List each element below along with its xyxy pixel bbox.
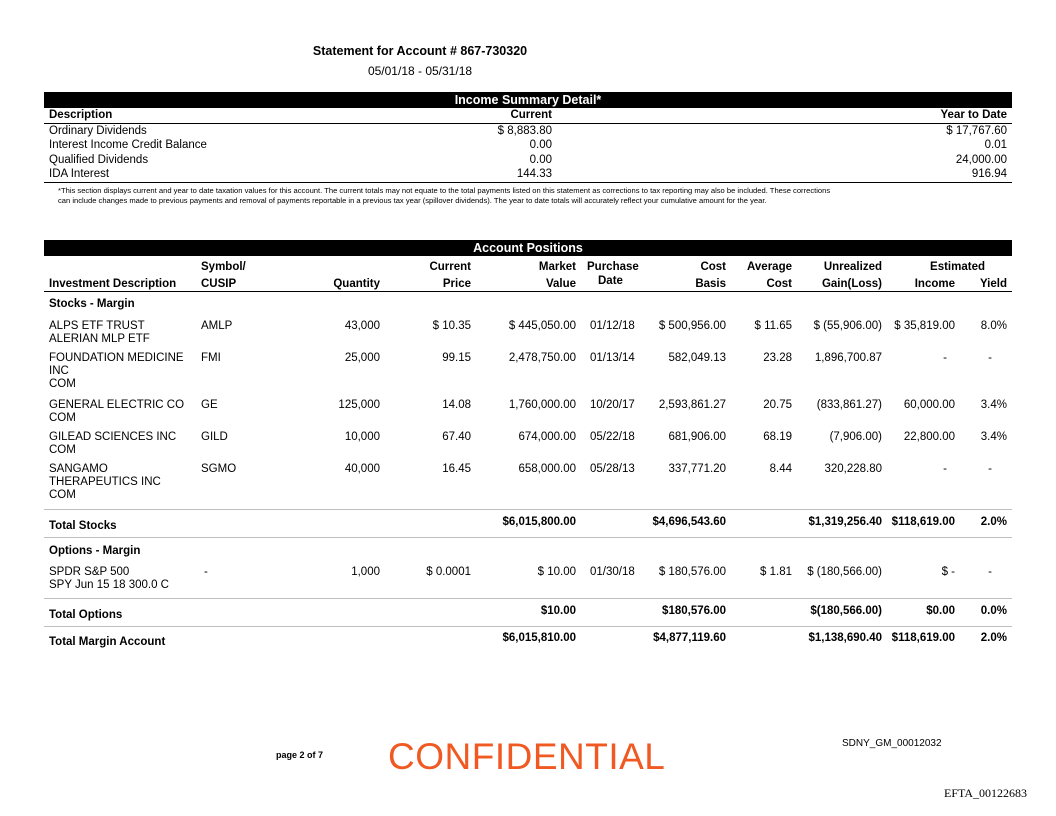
position-value: $ 445,050.00: [508, 320, 576, 332]
position-description: COM: [49, 489, 76, 501]
position-description: COM: [49, 412, 76, 424]
section-label: Options - Margin: [49, 545, 141, 557]
table-row: [44, 320, 1012, 350]
total-yield: 0.0%: [980, 605, 1007, 617]
income-ytd: 24,000.00: [955, 153, 1007, 166]
total-value: $6,015,810.00: [502, 632, 576, 644]
position-yield: -: [988, 566, 992, 578]
total-value: $6,015,800.00: [502, 516, 576, 528]
position-basis: $ 180,576.00: [658, 566, 726, 578]
col-gain: Gain(Loss): [821, 278, 882, 290]
income-ytd: 0.01: [984, 139, 1007, 152]
position-yield: -: [988, 352, 992, 364]
table-row: [44, 167, 1012, 183]
total-income: $118,619.00: [891, 516, 955, 528]
table-row: [44, 124, 1012, 139]
position-price: $ 10.35: [432, 320, 471, 332]
position-description: FOUNDATION MEDICINE: [49, 352, 184, 364]
position-price: 99.15: [442, 352, 471, 364]
total-label: Total Options: [49, 609, 123, 621]
position-date: 05/22/18: [590, 431, 635, 443]
position-gain: 320,228.80: [824, 463, 882, 475]
divider: [44, 626, 1012, 627]
position-income: 60,000.00: [903, 399, 955, 411]
position-income: $ -: [941, 566, 955, 578]
confidential-stamp: CONFIDENTIAL: [388, 736, 666, 777]
total-yield: 2.0%: [980, 632, 1007, 644]
table-row: [44, 399, 1012, 429]
position-symbol: FMI: [201, 352, 221, 364]
position-yield: 3.4%: [980, 399, 1007, 411]
col-value: Value: [545, 278, 576, 290]
position-avg-cost: $ 1.81: [760, 566, 792, 578]
position-description: THERAPEUTICS INC: [49, 476, 161, 488]
position-date: 05/28/13: [590, 463, 635, 475]
income-current: 0.00: [529, 153, 552, 166]
col-current: Current: [510, 109, 552, 121]
position-income: $ 35,819.00: [894, 320, 955, 332]
position-symbol: SGMO: [201, 463, 237, 475]
position-date: 01/12/18: [590, 320, 635, 332]
col-yield: Yield: [979, 278, 1007, 290]
footnote-line: can include changes made to previous payments and removal of payments reportable in a previous tax year (spillover dividends). The year to date totals will accurately reflect your cumulative amount for the year.: [58, 196, 767, 205]
position-yield: -: [988, 463, 992, 475]
position-income: -: [943, 463, 947, 475]
statement-period: 05/01/18 - 05/31/18: [367, 64, 473, 78]
position-description: INC: [49, 365, 69, 377]
col-symbol-top: Symbol/: [201, 261, 246, 273]
total-gain: $(180,566.00): [810, 605, 882, 617]
position-value: 1,760,000.00: [508, 399, 576, 411]
position-basis: 2,593,861.27: [658, 399, 726, 411]
position-gain: (7,906.00): [829, 431, 882, 443]
col-cusip: CUSIP: [201, 278, 237, 290]
position-quantity: 125,000: [338, 399, 380, 411]
position-value: 658,000.00: [518, 463, 576, 475]
total-basis: $4,696,543.60: [652, 516, 726, 528]
position-gain: (833,861.27): [816, 399, 882, 411]
income-description: Ordinary Dividends: [49, 124, 147, 137]
position-avg-cost: 68.19: [763, 431, 792, 443]
income-summary-header-row: [44, 108, 1012, 124]
divider: [44, 537, 1012, 538]
position-price: 16.45: [442, 463, 471, 475]
position-quantity: 1,000: [351, 566, 380, 578]
col-estimated-top: Estimated: [930, 261, 985, 273]
col-quantity: Quantity: [333, 278, 380, 290]
income-current: 0.00: [529, 139, 552, 152]
income-ytd: 916.94: [971, 168, 1007, 181]
col-purchase-top: Purchase: [587, 261, 639, 273]
efta-number: EFTA_00122683: [944, 786, 1028, 800]
position-basis: 337,771.20: [668, 463, 726, 475]
position-symbol: GILD: [201, 431, 228, 443]
position-price: $ 0.0001: [426, 566, 471, 578]
position-description: GILEAD SCIENCES INC: [49, 431, 177, 443]
position-gain: $ (55,906.00): [813, 320, 882, 332]
bates-number: SDNY_GM_00012032: [842, 738, 942, 749]
position-avg-cost: 8.44: [769, 463, 792, 475]
col-basis: Basis: [695, 278, 726, 290]
position-price: 67.40: [442, 431, 471, 443]
table-row: [44, 463, 1012, 507]
income-description: Qualified Dividends: [49, 153, 149, 166]
header-divider: [44, 291, 1012, 292]
position-quantity: 43,000: [344, 320, 380, 332]
position-avg-cost: 23.28: [763, 352, 792, 364]
footnote-line: *This section displays current and year to date taxation values for this account. The current totals may not equate to the total payments listed on this statement as corrections to tax reporting may also be included. These corrections: [58, 186, 831, 195]
total-gain: $1,138,690.40: [808, 632, 882, 644]
col-cost-top: Cost: [700, 261, 726, 273]
position-basis: 681,906.00: [668, 431, 726, 443]
position-symbol: GE: [201, 399, 218, 411]
income-summary-table: [44, 108, 1012, 183]
total-basis: $4,877,119.60: [653, 632, 726, 644]
col-income: Income: [914, 278, 955, 290]
total-income: $0.00: [926, 605, 955, 617]
position-description: ALERIAN MLP ETF: [49, 333, 150, 345]
position-description: SANGAMO: [49, 463, 108, 475]
table-row: [44, 431, 1012, 461]
table-row: [44, 566, 1012, 596]
total-yield: 2.0%: [980, 516, 1007, 528]
income-ytd: $ 17,767.60: [946, 124, 1007, 137]
total-basis: $180,576.00: [662, 605, 726, 617]
position-price: 14.08: [442, 399, 471, 411]
position-date: 01/13/14: [590, 352, 635, 364]
position-basis: 582,049.13: [668, 352, 726, 364]
col-current-top: Current: [429, 261, 471, 273]
position-avg-cost: 20.75: [763, 399, 792, 411]
statement-title: Statement for Account # 867-730320: [312, 44, 528, 58]
total-gain: $1,319,256.40: [808, 516, 882, 528]
total-value: $10.00: [540, 605, 576, 617]
divider: [44, 509, 1012, 510]
section-label: Stocks - Margin: [49, 298, 135, 310]
total-label: Total Margin Account: [49, 636, 166, 648]
col-date: Date: [598, 275, 623, 287]
position-quantity: 10,000: [344, 431, 380, 443]
position-gain: $ (180,566.00): [807, 566, 882, 578]
position-description: SPY Jun 15 18 300.0 C: [49, 579, 169, 591]
income-current: $ 8,883.80: [497, 124, 552, 137]
position-symbol: -: [204, 566, 208, 578]
position-income: 22,800.00: [903, 431, 955, 443]
position-value: $ 10.00: [537, 566, 576, 578]
position-description: ALPS ETF TRUST: [49, 320, 145, 332]
col-investment-description: Investment Description: [49, 278, 177, 290]
position-value: 2,478,750.00: [508, 352, 576, 364]
col-market-top: Market: [538, 261, 576, 273]
position-date: 10/20/17: [590, 399, 635, 411]
col-description: Description: [49, 109, 113, 121]
position-description: SPDR S&P 500: [49, 566, 130, 578]
col-unrealized-top: Unrealized: [823, 261, 882, 273]
position-description: GENERAL ELECTRIC CO: [49, 399, 185, 411]
account-positions-heading: Account Positions: [44, 240, 1012, 256]
position-yield: 3.4%: [980, 431, 1007, 443]
position-description: COM: [49, 444, 76, 456]
position-avg-cost: $ 11.65: [754, 320, 792, 332]
position-quantity: 40,000: [344, 463, 380, 475]
income-current: 144.33: [516, 168, 552, 181]
position-description: COM: [49, 378, 76, 390]
page-number: page 2 of 7: [276, 750, 324, 760]
income-description: IDA Interest: [49, 168, 110, 181]
position-gain: 1,896,700.87: [814, 352, 882, 364]
position-symbol: AMLP: [201, 320, 233, 332]
income-description: Interest Income Credit Balance: [49, 139, 207, 152]
col-avg-cost: Cost: [766, 278, 792, 290]
col-price: Price: [442, 278, 471, 290]
position-basis: $ 500,956.00: [658, 320, 726, 332]
position-date: 01/30/18: [590, 566, 635, 578]
divider: [44, 598, 1012, 599]
table-row: [44, 352, 1012, 396]
position-quantity: 25,000: [344, 352, 380, 364]
col-year-to-date: Year to Date: [940, 109, 1007, 121]
total-income: $118,619.00: [891, 632, 955, 644]
income-summary-heading: Income Summary Detail*: [44, 92, 1012, 108]
position-yield: 8.0%: [980, 320, 1007, 332]
table-row: [44, 138, 1012, 153]
position-value: 674,000.00: [518, 431, 576, 443]
position-income: -: [943, 352, 947, 364]
income-summary-footnote: [58, 186, 988, 206]
total-label: Total Stocks: [49, 520, 117, 532]
table-row: [44, 153, 1012, 168]
col-average-top: Average: [747, 261, 792, 273]
